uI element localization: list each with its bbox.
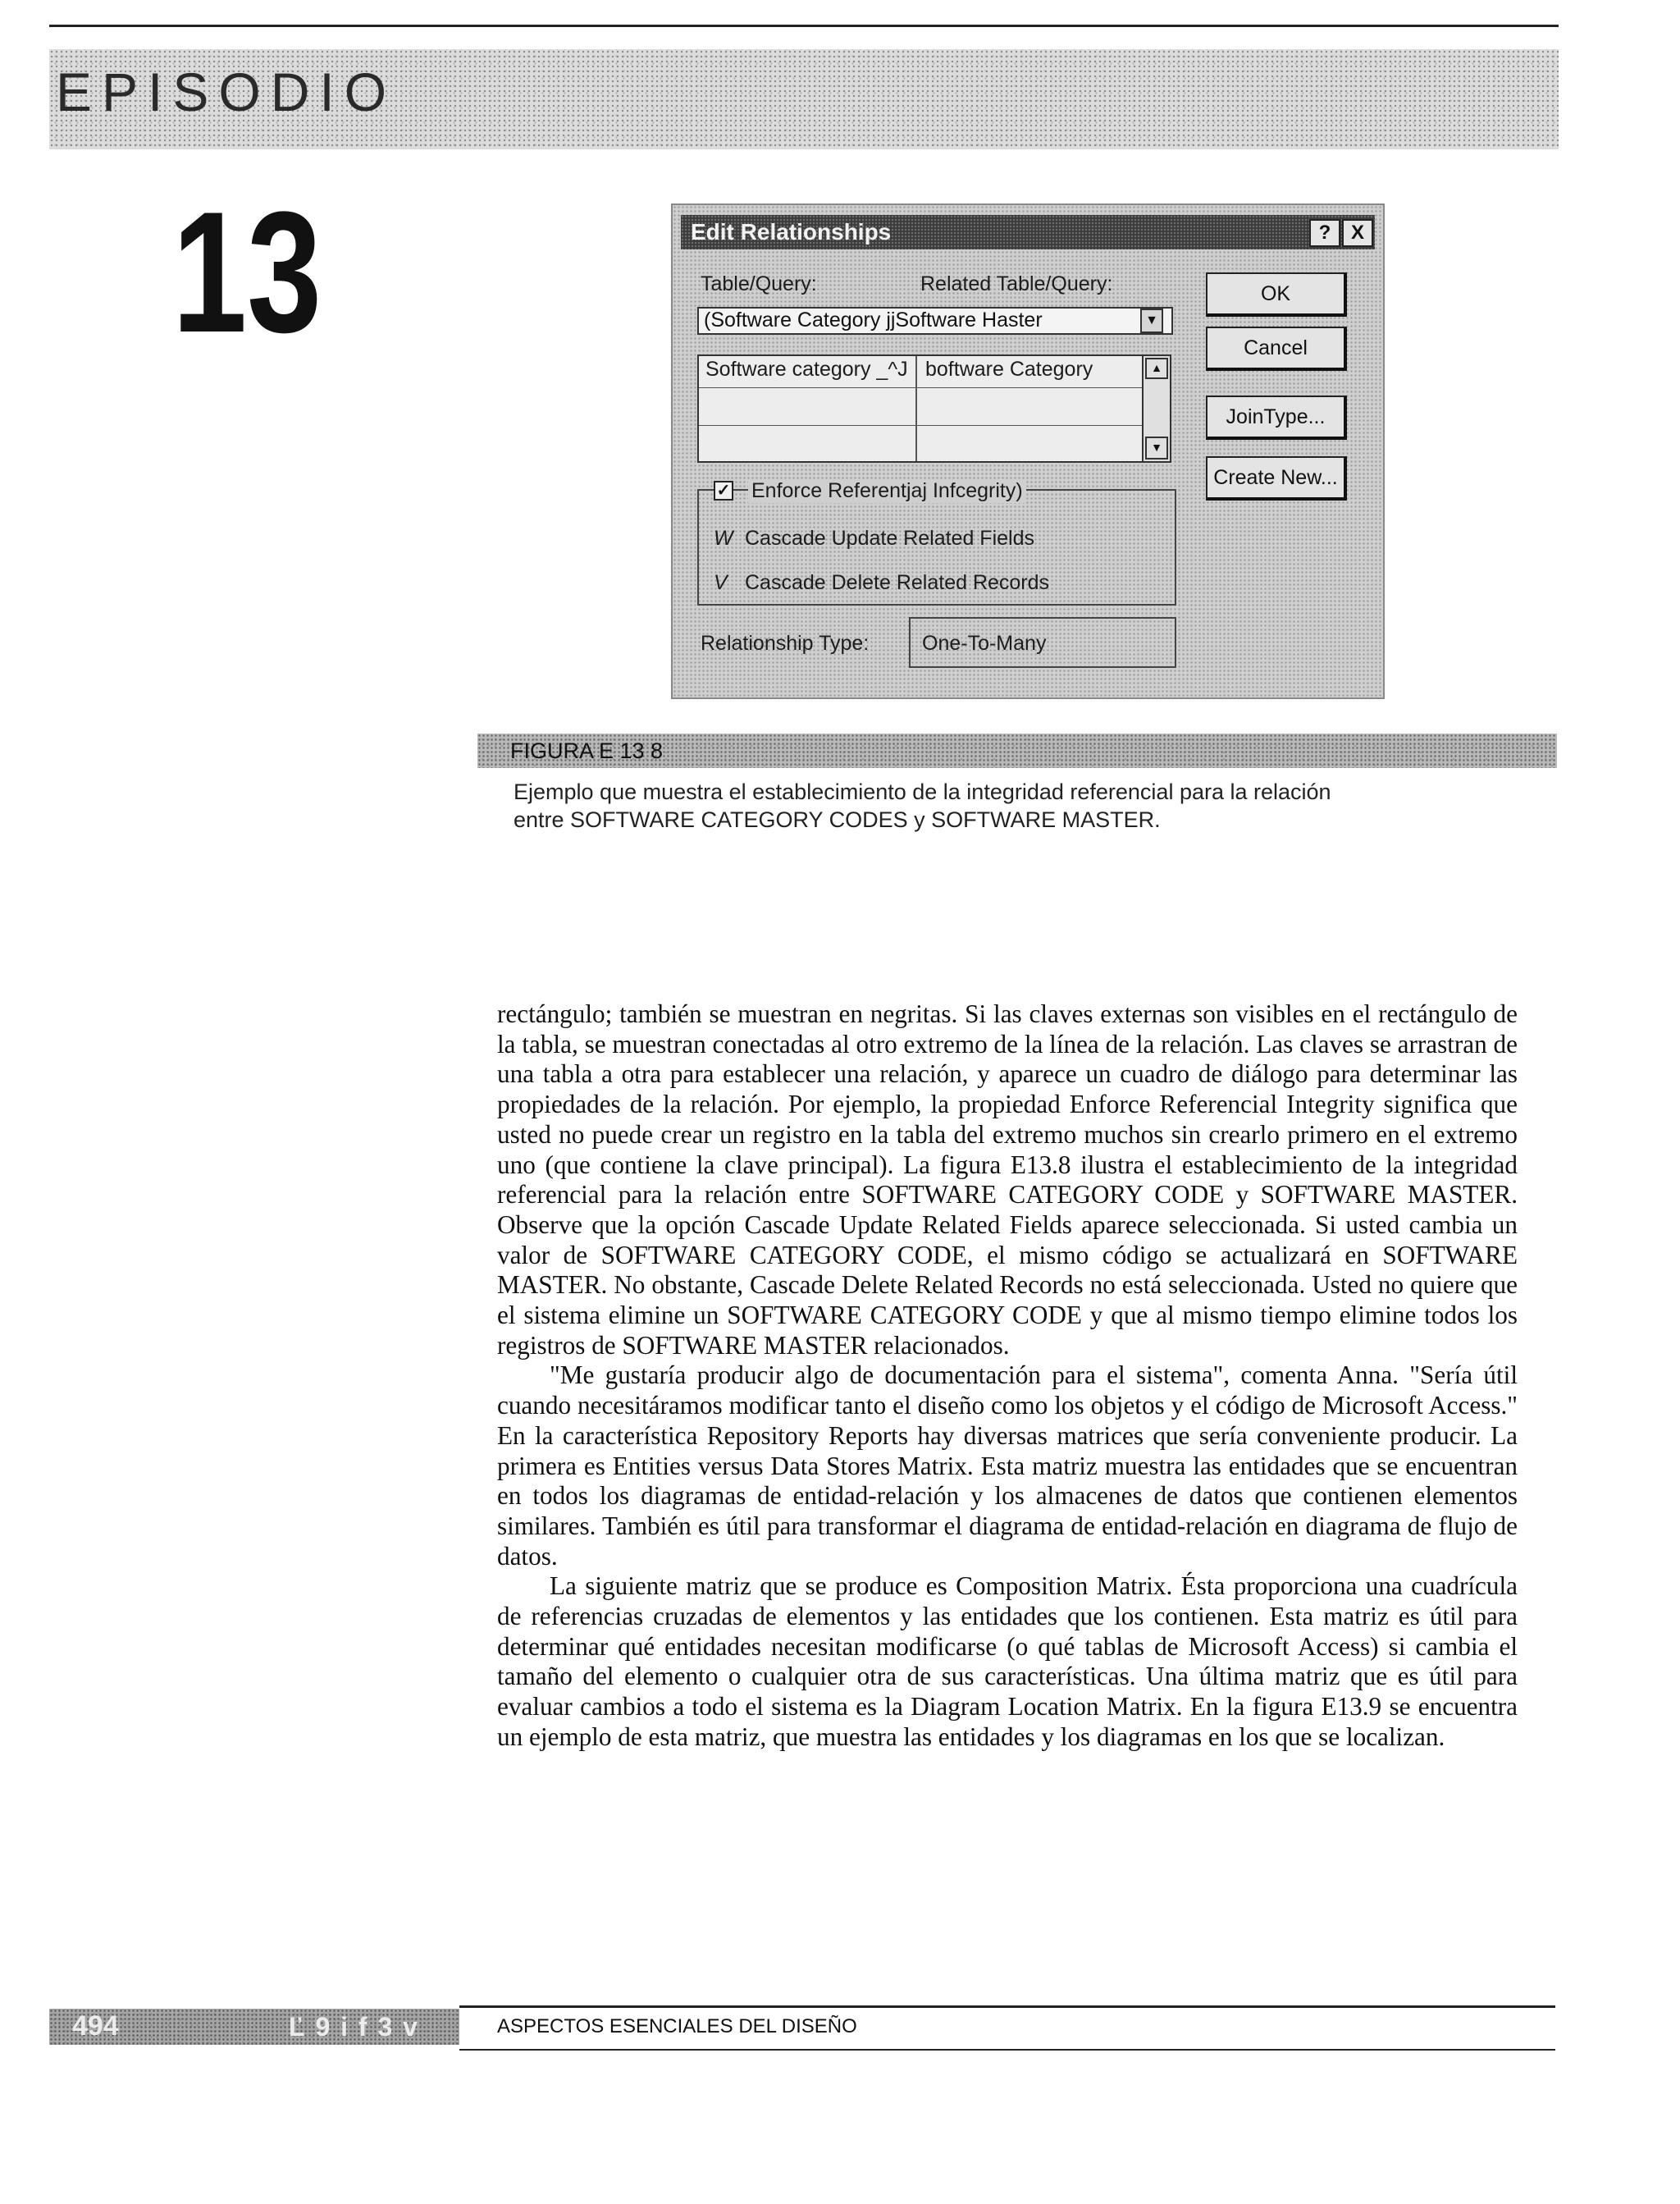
field-grid[interactable]: [697, 354, 1144, 463]
grid-row-right[interactable]: boftware Category: [925, 358, 1093, 381]
edit-relationships-dialog: [671, 203, 1385, 699]
help-button[interactable]: ?: [1309, 219, 1340, 247]
chapter-number: 13: [172, 176, 322, 368]
body-text: [497, 999, 1518, 1753]
caption-line-2: entre SOFTWARE CATEGORY CODES y SOFTWARE MASTER.: [514, 807, 1161, 832]
figure-caption: [514, 778, 1457, 834]
table-query-field[interactable]: (Software Category jjSoftware Haster: [697, 307, 1173, 335]
enforce-checkbox[interactable]: ✓: [714, 481, 733, 501]
grid-divider: [915, 356, 917, 461]
episode-label: EPISODIO: [56, 62, 397, 122]
paragraph-1: rectángulo; también se muestran en negritas. Si las claves externas son visibles en el rectángulo de la tabla, se muestran conectadas al otro extremo de la línea de la relación. Las claves se arrastran de una tabla a otra para establecer una relación, y aparece un cuadro de diálogo para determinar las propiedades de la relación. Por ejemplo, la propiedad Enforce Referencial Integrity significa que usted no puede crear un registro en la tabla del extremo muchos sin crearlo primero en el extremo uno (que contiene la clave principal). La figura E13.8 ilustra el establecimiento de la integridad referencial para la relación entre SOFTWARE CATEGORY CODE y SOFTWARE MASTER. Observe que la opción Cascade Update Related Fields aparece seleccionada. Si usted cambia un valor de SOFTWARE CATEGORY CODE, el mismo código se actualizará en SOFTWARE MASTER. No obstante, Cascade Delete Related Records no está seleccionada. Usted no quiere que el sistema elimine un SOFTWARE CATEGORY CODE y que al mismo tiempo elimine todos los registros de SOFTWARE MASTER relacionados.: [497, 999, 1518, 1360]
enforce-integrity-label[interactable]: Enforce Referentjaj Infcegrity): [748, 479, 1026, 503]
footer-tag: Ľ 9 i f 3 v: [289, 2012, 419, 2042]
dropdown-arrow-icon[interactable]: ▼: [1140, 309, 1163, 333]
close-button[interactable]: X: [1342, 219, 1373, 247]
caption-line-1: Ejemplo que muestra el establecimiento de la integridad referencial para la relación: [514, 780, 1331, 804]
paragraph-2: "Me gustaría producir algo de documentación para el sistema", comenta Anna. "Sería útil cuando necesitáramos modificar tanto el diseño como los objetos y el código de Microsoft Access." En la característica Repository Reports hay diversas matrices que sería conveniente producir. La primera es Entities versus Data Stores Matrix. Esta matriz muestra las entidades que se encuentran en todos los diagramas de entidad-relación y los almacenes de datos que contienen elementos similares. También es útil para transformar el diagrama de entidad-relación en diagrama de flujo de datos.: [497, 1360, 1518, 1571]
dialog-titlebar: [681, 215, 1375, 249]
cascade-delete-checkbox[interactable]: V: [714, 571, 728, 594]
paragraph-3: La siguiente matriz que se produce es Composition Matrix. Ésta proporciona una cuadrícula de referencias cruzadas de elementos y las entidades que los contienen. Esta matriz es útil para determinar qué entidades necesitan modificarse (o qué tablas de Microsoft Access) si cambia el tamaño del elemento o cualquier otra de sus características. Una última matriz que es útil para evaluar cambios a todo el sistema es la Diagram Location Matrix. En la figura E13.9 se encuentra un ejemplo de esta matriz, que muestra las entidades y los diagramas en los que se localizan.: [497, 1571, 1518, 1751]
footer-rule-top: [459, 2005, 1555, 2008]
relationship-type-label: Relationship Type:: [701, 632, 870, 655]
cascade-update-checkbox[interactable]: W: [714, 527, 733, 550]
relationship-type-value: One-To-Many: [922, 632, 1047, 655]
footer-rule-bottom: [459, 2049, 1555, 2051]
create-new-button[interactable]: Create New...: [1206, 456, 1347, 501]
grid-scrollbar[interactable]: [1142, 354, 1171, 463]
figure-label: FIGURA E 13 8: [510, 738, 664, 763]
dialog-title: Edit Relationships: [691, 219, 892, 245]
grid-row-left[interactable]: Software category _^J: [705, 358, 908, 381]
scroll-down-icon[interactable]: ▼: [1145, 437, 1168, 460]
ok-button[interactable]: OK: [1206, 272, 1347, 317]
scroll-up-icon[interactable]: ▲: [1145, 358, 1168, 379]
cascade-update-label[interactable]: Cascade Update Related Fields: [745, 527, 1034, 550]
cancel-button[interactable]: Cancel: [1206, 327, 1347, 371]
related-table-query-label: Related Table/Query:: [920, 272, 1113, 295]
cascade-delete-label[interactable]: Cascade Delete Related Records: [745, 571, 1050, 594]
footer-title: ASPECTOS ESENCIALES DEL DISEÑO: [497, 2015, 857, 2037]
relationship-type-box: [909, 617, 1176, 668]
join-type-button[interactable]: JoinType...: [1206, 396, 1347, 440]
table-query-label: Table/Query:: [701, 272, 817, 295]
grid-row-line: [699, 425, 1142, 426]
page-number: 494: [72, 2010, 119, 2042]
grid-row-line: [699, 387, 1142, 388]
top-rule: [49, 25, 1559, 27]
